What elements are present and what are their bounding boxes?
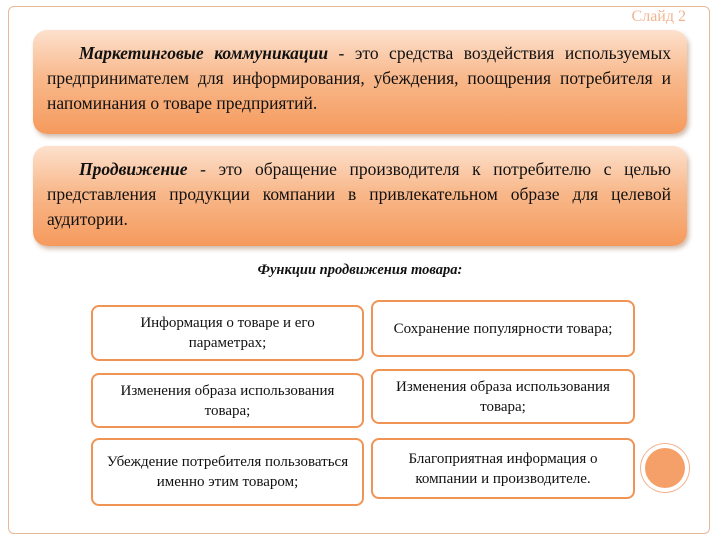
definition-text: - это обращение производителя к потребителю с целью представления продукции компании в привлекательном образе для целевой аудитории.	[47, 159, 671, 229]
function-box: Изменения образа использования товара;	[371, 369, 635, 424]
function-box: Убеждение потребителя пользоваться именно этим товаром;	[91, 438, 364, 506]
definition-text: - это средства воздействия используемых предпринимателем для информирования, убеждения, поощрения потребителя и напоминания о товаре предприятий.	[47, 43, 671, 113]
function-box: Благоприятная информация о компании и производителе.	[371, 438, 635, 499]
functions-title: Функции продвижения товара:	[257, 262, 463, 278]
slide-number: Слайд 2	[631, 8, 686, 25]
definition-term: Маркетинговые коммуникации	[79, 43, 329, 63]
decorative-circle	[645, 448, 685, 488]
function-box: Изменения образа использования товара;	[91, 373, 364, 428]
definition-term: Продвижение	[79, 159, 188, 179]
function-box: Информация о товаре и его параметрах;	[91, 305, 364, 361]
definition-marketing-communications	[33, 30, 687, 134]
function-box: Сохранение популярности товара;	[371, 300, 635, 357]
definition-promotion	[33, 146, 687, 246]
